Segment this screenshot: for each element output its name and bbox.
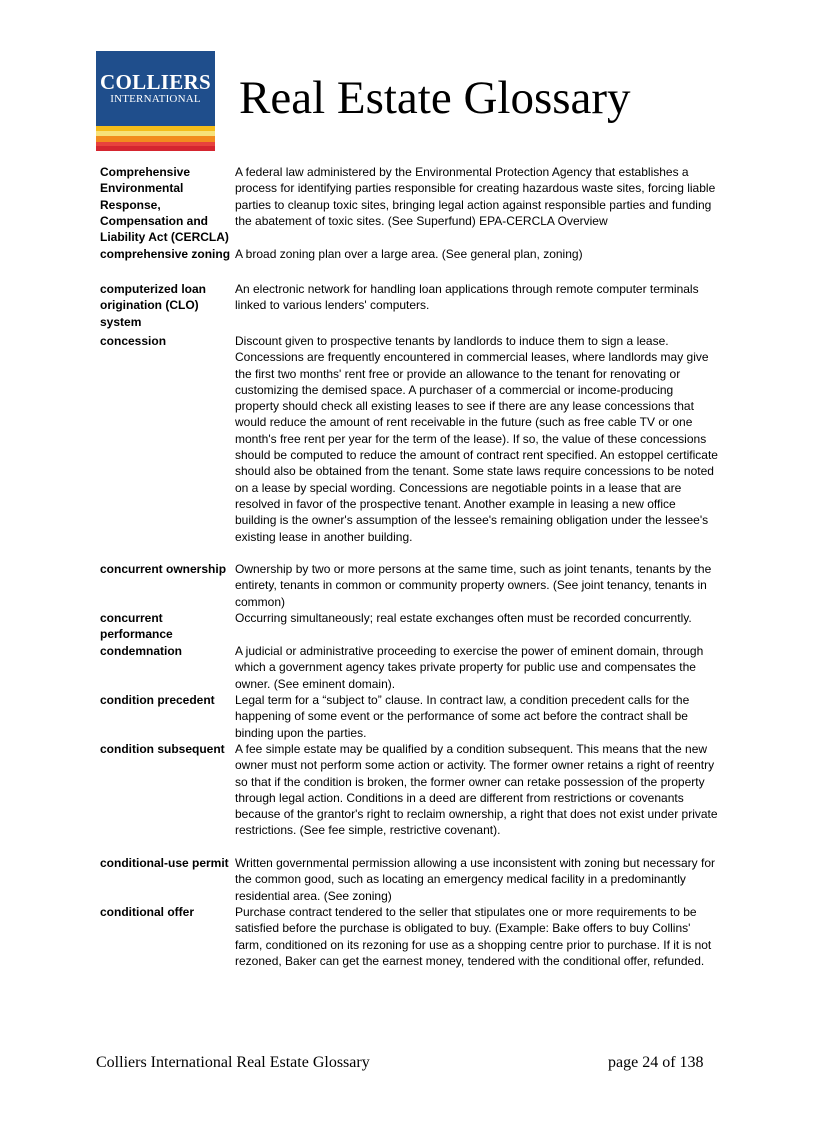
- glossary-term: condemnation: [100, 644, 183, 658]
- glossary-definition: Written governmental permission allowing a use inconsistent with zoning but necessary for the common good, such as locating an emergency medical facility in a predominantly residential area. (See zoning): [235, 856, 716, 903]
- glossary-definition: Legal term for a “subject to” clause. In contract law, a condition precedent calls for the happening of some event or the performance of some act before the contract shall be binding upon the parties.: [235, 693, 690, 740]
- page-title: Real Estate Glossary: [239, 72, 631, 124]
- glossary-term: conditional-use permit: [100, 856, 229, 870]
- glossary-definition: A fee simple estate may be qualified by a condition subsequent. This means that the new owner must not perform some action or activity. The former owner retains a right of reentry so that if the condition is broken, the former owner can retake possession of the property through legal action. Conditions in a deed are different from restrictions or covenants because of the grantor's right to reclaim ownership, a right that does not exist under private restrictions. (See fee simple, restrictive covenant).: [235, 742, 718, 838]
- glossary-definition: Purchase contract tendered to the seller that stipulates one or more requirements to be satisfied before the purchase is obligated to buy. (Example: Bake offers to buy Collins' farm, conditioned on its rezoning for use as a shopping centre prior to purchase. If it is not rezoned, Baker can get the earnest money, tendered with the conditional offer, refunded.: [235, 905, 712, 968]
- glossary-term: concurrent performance: [100, 611, 173, 642]
- glossary-entry: [100, 561, 720, 610]
- glossary-definition: A federal law administered by the Environmental Protection Agency that establishes a process for identifying parties responsible for creating hazardous waste sites, forcing liable parties to cleanup toxic sites, bringing legal action against responsible parties and funding the abatement of toxic sites. (See Superfund) EPA-CERCLA Overview: [235, 165, 716, 228]
- glossary-entry: [100, 904, 720, 986]
- glossary-entry: [100, 741, 720, 855]
- glossary-definition: Discount given to prospective tenants by landlords to induce them to sign a lease. Concessions are frequently encountered in commercial leases, where landlords may give the first two months' rent free or provide an allowance to the tenant for renovating or customizing the demised space. A purchaser of a commercial or income-producing property should check all existing leases to see if there are any lease concessions that would reduce the amount of rent receivable in the future (such as free cable TV or one month's free rent per year for the term of the lease). If so, the value of these concessions should be computed to reduce the amount of contract rent specified. An estoppel certificate should also be obtained from the tenant. Some state laws require concessions to be noted on a lease by special wording. Concessions are negotiable points in a lease that are resolved in favor of the prospective tenant. Another example in leasing a new office building is the owner's assumption of the lessee's remaining obligation under the lessee's existing lease in another building.: [235, 334, 718, 544]
- glossary-term: condition subsequent: [100, 742, 225, 756]
- glossary-definition: A judicial or administrative proceeding to exercise the power of eminent domain, through which a government agency takes private property for public use and compensates the owner. (See eminent domain).: [235, 644, 704, 691]
- glossary-term: concession: [100, 334, 167, 348]
- glossary-term: concurrent ownership: [100, 562, 227, 576]
- glossary-list: [100, 164, 720, 986]
- glossary-entry: [100, 246, 720, 281]
- glossary-entry: [100, 855, 720, 904]
- glossary-term: conditional offer: [100, 905, 194, 919]
- glossary-entry: [100, 333, 720, 561]
- glossary-definition: Occurring simultaneously; real estate exchanges often must be recorded concurrently.: [235, 611, 692, 625]
- glossary-term: comprehensive zoning: [100, 247, 231, 261]
- footer-page-number: page 24 of 138: [608, 1054, 704, 1071]
- glossary-entry: [100, 610, 720, 643]
- logo-stripe: [96, 146, 215, 151]
- glossary-definition: Ownership by two or more persons at the same time, such as joint tenants, tenants by the entirety, tenants in common or community property owners. (See joint tenancy, tenants in common): [235, 562, 712, 609]
- colliers-logo: [96, 51, 215, 151]
- glossary-term: condition precedent: [100, 693, 215, 707]
- logo-name: COLLIERS: [100, 70, 211, 94]
- logo-subtitle: INTERNATIONAL: [110, 93, 201, 105]
- glossary-definition: An electronic network for handling loan applications through remote computer terminals linked to various lenders' computers.: [235, 282, 699, 313]
- glossary-entry: [100, 692, 720, 741]
- glossary-term: Comprehensive Environmental Response, Compensation and Liability Act (CERCLA): [100, 165, 229, 245]
- glossary-entry: [100, 164, 720, 246]
- glossary-entry: [100, 281, 720, 333]
- footer-document-title: Colliers International Real Estate Glossary: [96, 1054, 370, 1071]
- glossary-entry: [100, 643, 720, 692]
- glossary-term: computerized loan origination (CLO) system: [100, 282, 207, 329]
- glossary-definition: A broad zoning plan over a large area. (See general plan, zoning): [235, 247, 583, 261]
